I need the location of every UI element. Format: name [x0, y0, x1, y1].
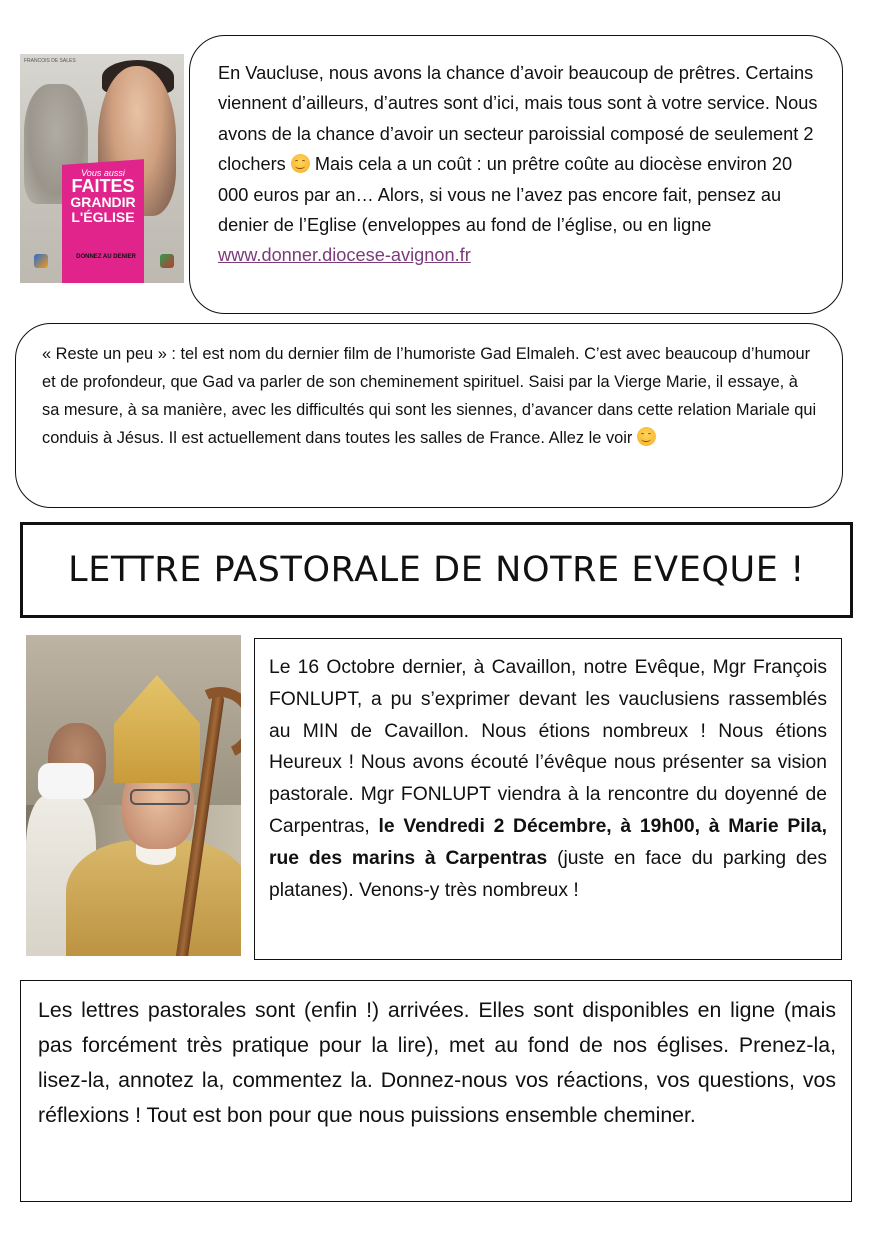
poster-slogan-line2: FAITES: [71, 176, 135, 196]
diocese-logo-icon: [34, 254, 48, 268]
bishop-text-intro: Le 16 Octobre dernier, à Cavaillon, notre Evêque, Mgr François FONLUPT, a pu s’exprimer devant les vauclusiens rassemblés au MIN de Cavaillon. Nous étions nombreux ! Nous étions Heureux ! Nous avons écouté l’évêque nous présenter sa vision pastorale. Mgr FONLUPT viendra à la rencontre du doyenné de Carpentras,: [269, 657, 827, 837]
poster-slogan-line3: GRANDIR: [70, 194, 136, 210]
bishop-paragraph: [269, 652, 827, 906]
denier-info-bubble: [189, 35, 843, 314]
denier-text: En Vaucluse, nous avons la chance d’avoir beaucoup de prêtres. Certains viennent d’ailleurs, d’autres sont d’ici, mais tous sont à votre service. Nous avons de la chance d’avoir un secteur paroissial composé de seulement 2 clochers: [218, 63, 818, 175]
denier-logo-icon: [160, 254, 174, 268]
denier-poster-image: [20, 54, 184, 283]
poster-cta: DONNEZ AU DENIER: [76, 254, 136, 260]
film-paragraph: [42, 340, 818, 452]
pastoral-letters-box: [20, 980, 852, 1202]
poster-top-text: FRANCOIS DE SALES: [24, 58, 76, 64]
donation-link[interactable]: www.donner.diocese-avignon.fr: [218, 245, 471, 266]
poster-slogan-line1: Vous aussi: [81, 168, 125, 178]
bishop-text-outro: (juste en face du parking des platanes). Venons-y très nombreux !: [269, 847, 827, 901]
film-info-bubble: [15, 323, 843, 508]
bishop-visit-box: [254, 638, 842, 960]
poster-slogan: [64, 168, 142, 225]
section-heading: LETTRE PASTORALE DE NOTRE EVEQUE !: [68, 550, 805, 590]
bishop-event-details: le Vendredi 2 Décembre, à 19h00, à Marie Pila, rue des marins à Carpentras: [269, 815, 827, 869]
poster-slogan-line4: L'ÉGLISE: [71, 209, 135, 225]
denier-text-cont: Mais cela a un coût : un prêtre coûte au diocèse environ 20 000 euros par an… Alors, si vous ne l’avez pas encore fait, pensez au denier de l’Eglise (enveloppes au fond de l’église, ou en ligne: [218, 154, 793, 236]
denier-paragraph: [218, 58, 818, 271]
bishop-photo: [26, 635, 241, 956]
film-text: « Reste un peu » : tel est nom du dernier film de l’humoriste Gad Elmaleh. C’est avec beaucoup d’humour et de profondeur, que Gad va parler de son cheminement spirituel. Saisi par la Vierge Marie, il essaye, à sa mesure, à sa manière, avec les difficultés qui sont les siennes, d’avancer dans cette relation Mariale qui conduis à Jésus. Il est actuellement dans toutes les salles de France. Allez le voir: [42, 345, 817, 447]
section-heading-box: [20, 522, 853, 618]
smiley-icon: [637, 427, 656, 446]
smiley-icon: [291, 154, 310, 173]
pastoral-letters-paragraph: Les lettres pastorales sont (enfin !) arrivées. Elles sont disponibles en ligne (mais pas forcément très pratique pour la lire), met au fond de nos églises. Prenez-la, lisez-la, annotez la, commentez la. Donnez-nous vos réactions, vos questions, vos réflexions ! Tout est bon pour que nous puissions ensemble cheminer.: [38, 998, 836, 1127]
